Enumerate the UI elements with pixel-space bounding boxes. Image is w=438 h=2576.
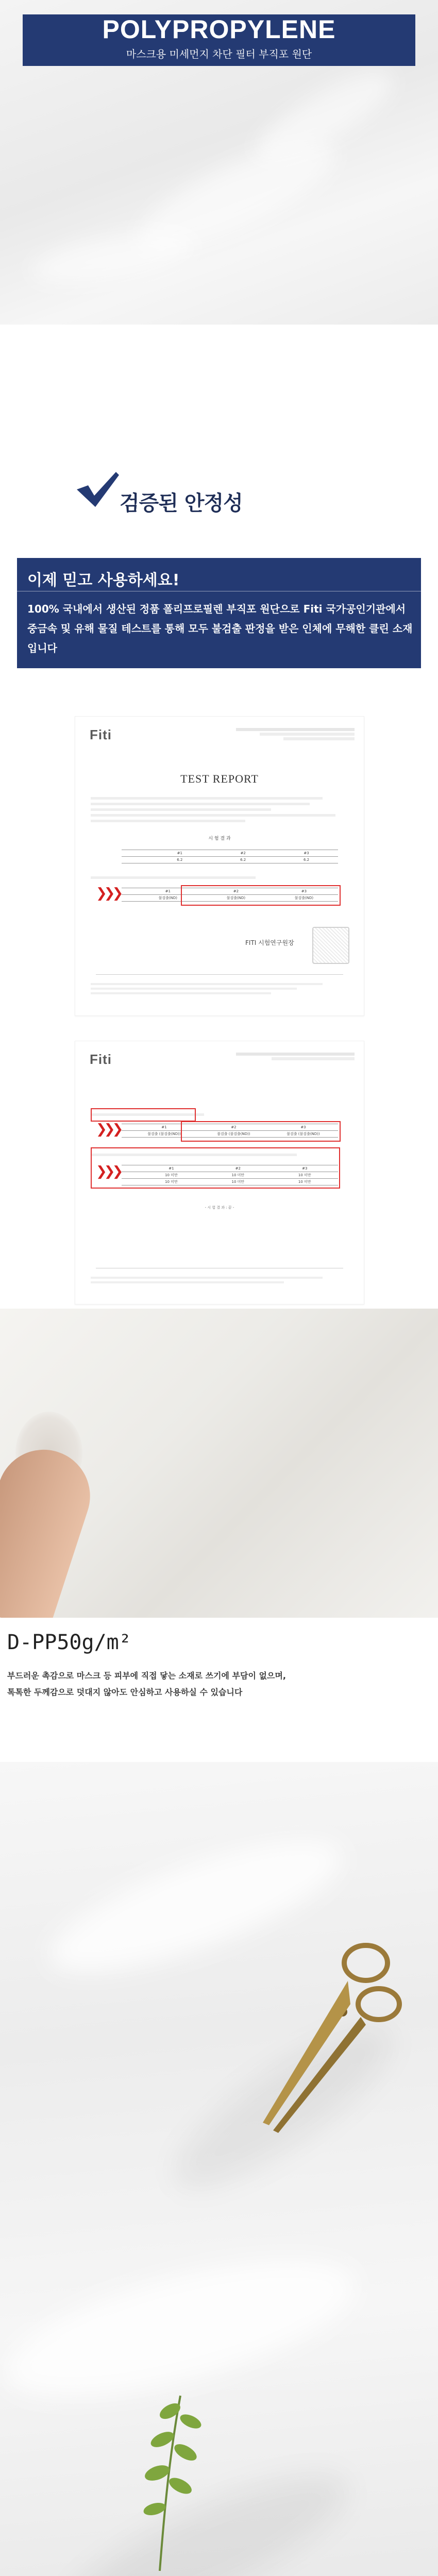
- report-meta: [91, 794, 348, 825]
- verified-heading: 검증된 안정성: [120, 492, 243, 515]
- fabric-fold: [28, 223, 198, 292]
- hero-banner: [0, 0, 438, 325]
- report-title: TEST REPORT: [180, 772, 259, 785]
- table-cell: 6.2: [275, 857, 338, 863]
- info-body: 100% 국내에서 생산된 정품 폴리프로필렌 부직포 원단으로 Fiti 국가공인기관에서 중금속 및 유해 물질 테스트를 통해 모두 불검출 판정을 받은 인체에 무해한 클린 소재입니다: [27, 603, 413, 654]
- cloth-photo: [0, 1762, 438, 2576]
- report-header-lines: [236, 1053, 355, 1060]
- table-cell: 10 미만: [138, 1179, 205, 1185]
- report-end-label: - 시 험 결 과 : 끝 -: [205, 1206, 234, 1210]
- highlight-box: [181, 1121, 341, 1142]
- scissors-icon: [242, 1927, 407, 2143]
- table-cell: 10 미만: [138, 1172, 205, 1179]
- product-subtitle: 마스크용 미세먼지 차단 필터 부직포 원단: [126, 48, 312, 60]
- hand-image: [0, 1438, 102, 1618]
- table-cell: 10 미만: [205, 1172, 271, 1179]
- product-code: D-PP50g/m²: [7, 1631, 131, 1654]
- table-cell: #1: [148, 850, 211, 857]
- fabric-photo: [0, 1309, 438, 1618]
- test-report-1: [75, 716, 364, 1016]
- table-cell: 불검출(ND): [202, 895, 270, 902]
- test-report-2: [75, 1041, 364, 1304]
- plant-sprig-icon: [108, 2391, 242, 2576]
- table-cell: #3: [272, 1165, 338, 1172]
- stamp-label: FITI 시험연구원장: [245, 939, 294, 946]
- table-cell: #3: [275, 850, 338, 857]
- official-seal: [312, 927, 349, 964]
- divider: [96, 974, 343, 975]
- info-box: [17, 558, 421, 668]
- table-cell: #3: [268, 1124, 338, 1131]
- highlight-arrow-icon: ❯❯❯: [96, 1164, 121, 1179]
- table-cell: #2: [199, 1124, 268, 1131]
- table-cell: #2: [202, 888, 270, 895]
- highlight-box: [181, 885, 341, 906]
- description-line: 부드러운 촉감으로 마스크 등 피부에 직접 닿는 소재로 쓰기에 부담이 없으며,: [7, 1671, 286, 1681]
- table-cell: 10 미만: [205, 1179, 271, 1185]
- description-line: 톡톡한 두께감으로 덧대지 않아도 안심하고 사용하실 수 있습니다: [7, 1687, 243, 1697]
- checkmark-icon: [75, 469, 121, 510]
- report-footer-lines: [91, 980, 348, 997]
- result-table-1: [122, 850, 338, 863]
- fiti-logo: Fiti: [90, 1052, 112, 1067]
- table-cell: 6.2: [148, 857, 211, 863]
- table-cell: #1: [138, 1165, 205, 1172]
- table-cell: 6.2: [211, 857, 275, 863]
- table-cell: #1: [129, 1124, 199, 1131]
- table-cell: 불검출 (불검출(ND)): [268, 1131, 338, 1138]
- result-section-label: 시 험 결 과: [208, 836, 231, 841]
- table-cell: 10 미만: [272, 1179, 338, 1185]
- table-cell: #3: [270, 888, 338, 895]
- text-line: [91, 876, 256, 879]
- table-cell: 불검출(ND): [270, 895, 338, 902]
- table-cell: 불검출 (불검출(ND)): [129, 1131, 199, 1138]
- highlight-box: [91, 1147, 340, 1189]
- product-title: POLYPROPYLENE: [102, 15, 336, 44]
- table-cell: #2: [211, 850, 275, 857]
- table-cell: #2: [205, 1165, 271, 1172]
- report-footer-lines: [91, 1274, 348, 1286]
- title-banner: [23, 14, 415, 66]
- table-cell: #1: [134, 888, 202, 895]
- report-header-lines: [236, 728, 355, 740]
- table-cell: 불검출(ND): [134, 895, 202, 902]
- verified-section: [0, 381, 438, 551]
- fiti-logo: Fiti: [90, 727, 112, 742]
- product-description: [7, 1668, 435, 1701]
- highlight-arrow-icon: ❯❯❯: [96, 1122, 121, 1137]
- table-cell: 10 미만: [272, 1172, 338, 1179]
- highlight-arrow-icon: ❯❯❯: [96, 886, 121, 901]
- highlight-box: [91, 1108, 196, 1122]
- table-cell: 불검출 (불검출(ND)): [199, 1131, 268, 1138]
- info-heading: 이제 믿고 사용하세요!: [27, 571, 180, 589]
